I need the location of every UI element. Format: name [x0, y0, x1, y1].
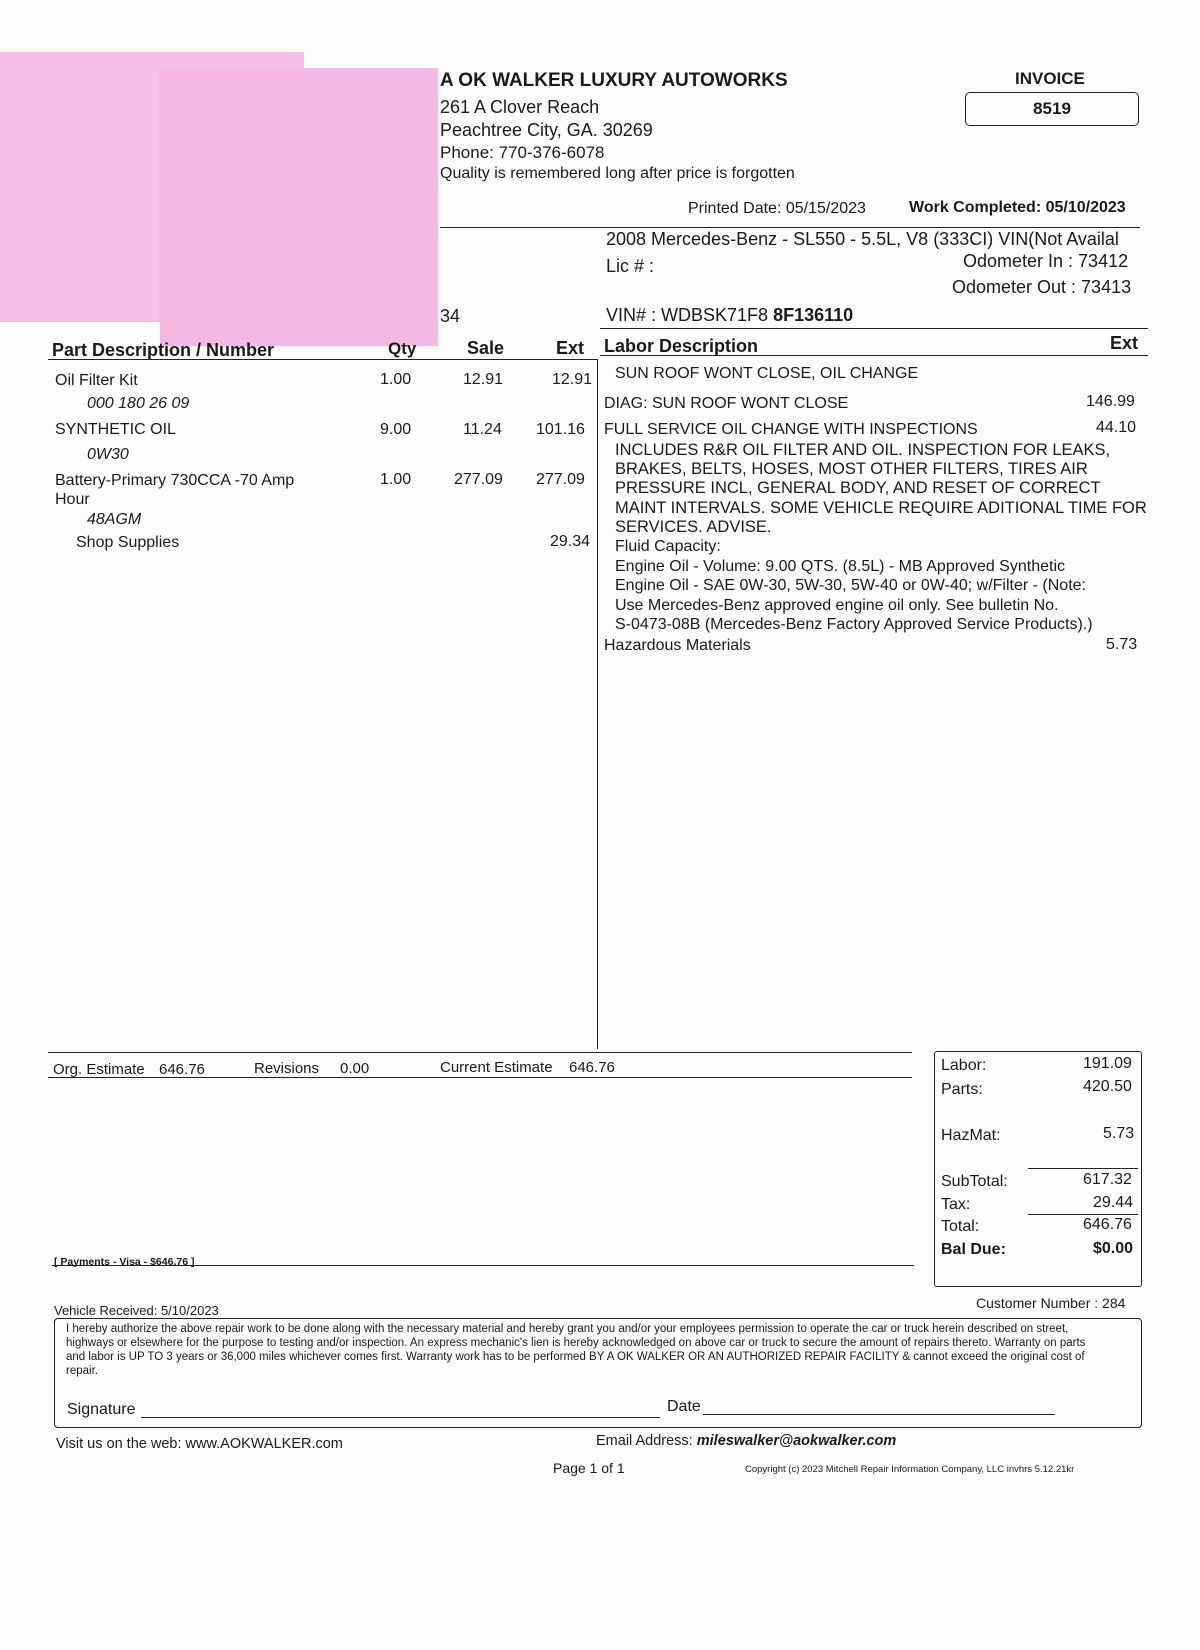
- part-qty: 1.00: [380, 371, 412, 388]
- totals-total-label: Total:: [941, 1218, 980, 1235]
- vehicle-received: Vehicle Received: 5/10/2023: [54, 1303, 219, 1318]
- part-number: 0W30: [87, 446, 129, 463]
- customer-number: Customer Number : 284: [976, 1295, 1126, 1311]
- footer-email-label: Email Address:: [596, 1433, 697, 1449]
- totals-parts-value: 420.50: [1083, 1078, 1132, 1095]
- authorization-text: I hereby authorize the above repair work to be done along with the necessary material and hereby grant you and/or your employees permission to operate the car or truck herein described on street, highways or elsewhere for the purpose to testing and/or inspection. An express mechanic's lien is hereby acknowledged on above car or truck to secure the amount of repairs thereto. Warranty on parts and labor is UP TO 3 years or 36,000 miles whichever comes first. Warranty work has to be performed BY A OK WALKER OR AN AUTHORIZED REPAIR FACILITY & cannot exceed the original cost of repair.: [66, 1323, 1086, 1377]
- copyright: Copyright (c) 2023 Mitchell Repair Information Company, LLC invhrs 5.12.21kr: [745, 1464, 1075, 1475]
- invoice-number: 8519: [965, 92, 1139, 126]
- shop-address-line2: Peachtree City, GA. 30269: [440, 120, 653, 140]
- shop-address-line1: 261 A Clover Reach: [440, 97, 600, 117]
- shop-supplies-ext: 29.34: [550, 533, 591, 550]
- vin: [606, 305, 853, 326]
- part-ext: 12.91: [552, 371, 593, 388]
- shop-slogan: Quality is remembered long after price is forgotten: [440, 165, 795, 182]
- fluid-capacity-line: Engine Oil - SAE 0W-30, 5W-30, 5W-40 or 0W-40; w/Filter - (Note:: [615, 577, 1086, 595]
- labor-complaint: SUN ROOF WONT CLOSE, OIL CHANGE: [615, 365, 919, 382]
- fluid-capacity-line: Engine Oil - Volume: 9.00 QTS. (8.5L) - MB Approved Synthetic: [615, 557, 1065, 575]
- fluid-capacity-line: Fluid Capacity:: [615, 538, 721, 555]
- part-sale: 11.24: [463, 421, 502, 438]
- part-name: SYNTHETIC OIL: [55, 421, 176, 438]
- part-ext: 277.09: [536, 471, 585, 488]
- parts-header-sale: Sale: [467, 338, 505, 358]
- part-number: 48AGM: [87, 511, 142, 528]
- totals-hazmat-value: 5.73: [1103, 1125, 1135, 1142]
- invoice-label: INVOICE: [1015, 69, 1085, 88]
- signature-label: Signature: [67, 1401, 136, 1418]
- part-name: Oil Filter Kit: [55, 372, 138, 389]
- labor-line-ext: 44.10: [1096, 419, 1137, 436]
- part-number: 000 180 26 09: [87, 395, 190, 412]
- redaction-block: [160, 68, 438, 346]
- signature-line: [141, 1417, 660, 1418]
- shop-supplies-label: Shop Supplies: [76, 534, 180, 551]
- current-estimate-label: Current Estimate: [440, 1059, 553, 1076]
- labor-line-desc: FULL SERVICE OIL CHANGE WITH INSPECTIONS: [604, 421, 978, 438]
- footer-email-address[interactable]: mileswalker@aokwalker.com: [696, 1433, 897, 1449]
- org-estimate-label: Org. Estimate: [53, 1061, 145, 1078]
- totals-bal-due-value: $0.00: [1093, 1240, 1134, 1257]
- date-label: Date: [667, 1398, 701, 1415]
- shop-name: A OK WALKER LUXURY AUTOWORKS: [440, 70, 788, 91]
- totals-tax-label: Tax:: [941, 1196, 971, 1213]
- hazmat-ext: 5.73: [1106, 636, 1138, 653]
- payments-line: [ Payments - Visa - $646.76 ]: [54, 1256, 195, 1268]
- parts-header-description: Part Description / Number: [52, 340, 275, 360]
- customer-phone-partial: 34: [440, 306, 461, 326]
- footer-email: [596, 1433, 896, 1449]
- vehicle-description: 2008 Mercedes-Benz - SL550 - 5.5L, V8 (333CI) VIN(Not Availal: [606, 229, 1119, 249]
- part-qty: 1.00: [380, 471, 412, 488]
- part-name-continued: Hour: [55, 491, 90, 508]
- totals-tax-value: 29.44: [1093, 1194, 1134, 1211]
- org-estimate-value: 646.76: [159, 1061, 205, 1078]
- totals-parts-label: Parts:: [941, 1081, 983, 1098]
- fluid-capacity: [615, 537, 1147, 635]
- part-sale: 12.91: [463, 371, 504, 388]
- totals-labor-label: Labor:: [941, 1057, 987, 1074]
- parts-header-qty: Qty: [388, 339, 417, 358]
- labor-header-description: Labor Description: [604, 336, 759, 356]
- revisions-label: Revisions: [254, 1060, 320, 1077]
- page-number: Page 1 of 1: [553, 1460, 625, 1476]
- work-completed-date: Work Completed: 05/10/2023: [909, 199, 1126, 216]
- vin-label: VIN# : WDBSK71F8: [606, 305, 774, 325]
- odometer-in: Odometer In : 73412: [963, 251, 1129, 271]
- date-line: [703, 1414, 1055, 1415]
- shop-phone: Phone: 770-376-6078: [440, 143, 605, 162]
- footer-website: Visit us on the web: www.AOKWALKER.com: [56, 1436, 343, 1452]
- odometer-out: Odometer Out : 73413: [952, 277, 1132, 297]
- license-label: Lic # :: [606, 256, 655, 276]
- labor-line-detail: INCLUDES R&R OIL FILTER AND OIL. INSPECTION FOR LEAKS, BRAKES, BELTS, HOSES, MOST OTHER FILTERS, TIRES AIR PRESSURE INCL, GENERAL BODY, AND RESET OF CORRECT MAINT INTERVALS. SOME VEHICLE REQUIRE ADITIONAL TIME FOR SERVICES. ADVISE.: [615, 441, 1147, 536]
- hazmat-desc: Hazardous Materials: [604, 637, 751, 654]
- part-ext: 101.16: [536, 421, 585, 438]
- totals-subtotal-value: 617.32: [1083, 1171, 1132, 1188]
- labor-header-ext: Ext: [1110, 333, 1139, 353]
- labor-line-desc: DIAG: SUN ROOF WONT CLOSE: [604, 395, 849, 412]
- part-qty: 9.00: [380, 421, 412, 438]
- totals-hazmat-label: HazMat:: [941, 1127, 1001, 1144]
- printed-date: Printed Date: 05/15/2023: [688, 200, 866, 217]
- totals-bal-due-label: Bal Due:: [941, 1241, 1006, 1258]
- fluid-capacity-line: Use Mercedes-Benz approved engine oil only. See bulletin No.: [615, 596, 1059, 614]
- totals-labor-value: 191.09: [1083, 1055, 1132, 1072]
- totals-total-value: 646.76: [1083, 1216, 1132, 1233]
- vin-suffix: 8F136110: [773, 305, 854, 325]
- labor-line-ext: 146.99: [1086, 393, 1135, 410]
- current-estimate-value: 646.76: [569, 1059, 615, 1076]
- part-sale: 277.09: [454, 471, 503, 488]
- parts-header-ext: Ext: [556, 338, 585, 358]
- revisions-value: 0.00: [340, 1060, 370, 1077]
- fluid-capacity-line: S-0473-08B (Mercedes-Benz Factory Approved Service Products).): [615, 616, 1093, 634]
- part-name: Battery-Primary 730CCA -70 Amp: [55, 472, 295, 489]
- totals-subtotal-label: SubTotal:: [941, 1173, 1008, 1190]
